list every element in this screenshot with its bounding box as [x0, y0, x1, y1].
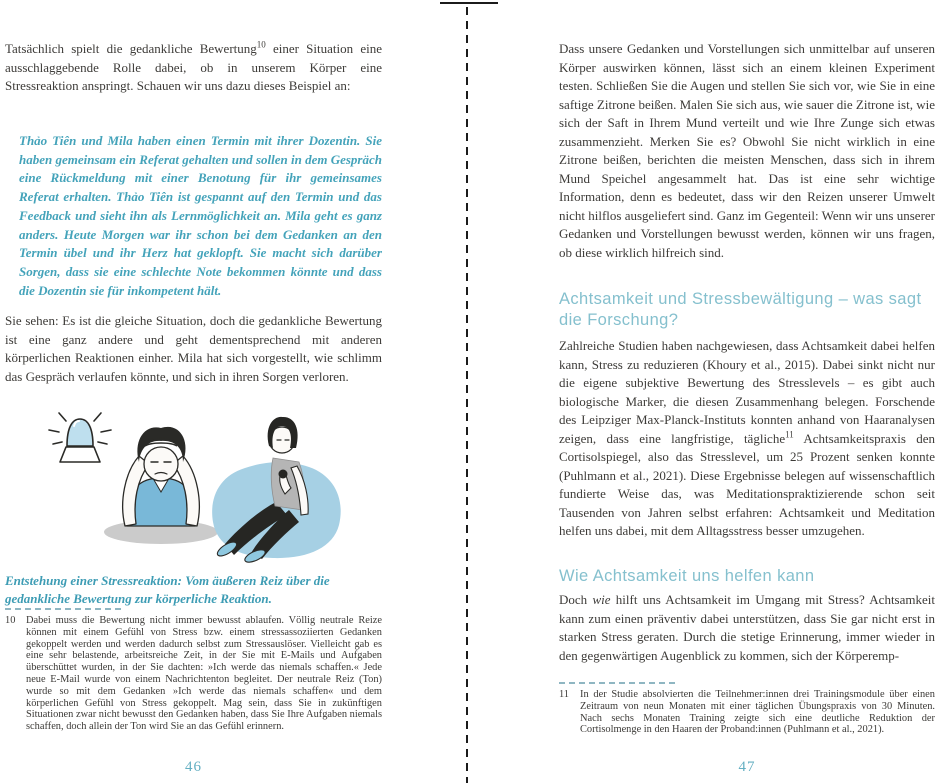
- spine-dashed-line: [466, 7, 468, 783]
- emphasized-word: wie: [592, 592, 611, 607]
- paragraph-text: Tatsächlich spielt die gedankliche Bewertung: [5, 41, 257, 56]
- footnote-reference-11: 11: [785, 429, 794, 440]
- footnote-text: Dabei muss die Bewertung nicht immer bewusst ablaufen. Völlig neutrale Reize können mit einem Gefühl von Stress bzw. einem stressassoziierten Gedanken gekoppelt werden und werden dadurch selbst zum Stressauslöser. Vielleicht gab es eine sehr belastende, arbeitsreiche Zeit, in der Sie mit E-Mails und Aufgaben überschüttet wurden, in der Sie dachten: »Ich werde das niemals schaffen.« Jede neue E-Mail wurde von einem Nachrichtenton begleitet. Der neutrale Reiz (Ton) wurde so mit dem Gedanken »Ich werde das niemals schaffen« und dem körperlichen Gefühl von Stress gekoppelt. Mag sein, dass Sie in zukünftigen Situationen zwar nicht bewusst den Gedanken haben, dass Sie Ihre Aufgaben niemals schaffen, doch allein der Ton wird Sie an das Gefühl erinnern.: [26, 615, 382, 733]
- stress-reaction-illustration: [33, 406, 368, 566]
- left-page-number: 46: [185, 759, 202, 775]
- right-paragraph-1: Dass unsere Gedanken und Vorstellungen sich unmittelbar auf unseren Körper auswirken können, lässt sich an einem kleinen Experiment testen. Schließen Sie die Augen und stellen Sie sich vor, wie Sie in eine saftige Zitrone beißen. Malen Sie sich aus, wie sauer die Zitrone ist, wie sich der Saft in Ihrem Mund verteilt und wie Ihre Zunge sich etwas zusammenzieht. Merken Sie es? Obwohl Sie nicht wirklich in eine Zitrone beißen, berichten die meisten Menschen, dass sich in ihrem Mund Speichel angesammelt hat. Das ist eine sehr wichtige Information, denn es bedeutet, dass wir den Reizen unserer Umwelt nicht hilflos ausgeliefert sind. Ganz im Gegenteil: Wenn wir uns unserer Gedanken und Vorstellungen bewusst werden, können wir uns fragen, ob diese wirklich hilfreich sind.: [559, 41, 935, 260]
- illustration-caption: Entstehung einer Stressreaktion: Vom äußeren Reiz über die gedankliche Bewertung zur körperliche Reaktion.: [5, 573, 330, 606]
- right-paragraph-3: [559, 591, 935, 665]
- footnote-reference-10: 10: [256, 39, 266, 50]
- stressed-person-figure: [104, 427, 218, 544]
- footnote-number: 10: [5, 615, 16, 626]
- section-heading-how-mindfulness-helps: Wie Achtsamkeit uns helfen kann: [559, 567, 815, 585]
- paragraph-text: Achtsamkeitspraxis den Cortisolspiegel, also das Stresslevel, um 25 Prozent senken konnte (Puhlmann et al., 2021). Diese Ergebnisse belegen auf wissenschaftlich fundierte Weise das, was Meditationspraktizierende schon seit Tausenden von Jahren selbst erfahren: Achtsamkeit und Meditation helfen uns dabei, mit dem Alltagsstress besser umzugehen.: [559, 430, 935, 538]
- left-paragraph-1: [5, 40, 382, 96]
- seated-person-figure: [212, 417, 341, 565]
- paragraph-text: einer Situation eine ausschlaggebende Rolle dabei, ob in unserem Körper eine Stressreaktion anspringt. Schauen wir uns dazu dieses Beispiel an:: [5, 41, 382, 93]
- right-page: [559, 0, 935, 783]
- paragraph-text: Zahlreiche Studien haben nachgewiesen, dass Achtsamkeit dabei helfen kann, Stress zu reduzieren (Khoury et al., 2015). Dabei sinkt nicht nur die eigene subjektive Bewertung des Stresslevels – es gibt auch biologische Marker, die diesen Zusammenhang belegen. Forschende des Leipziger Max-Planck-Instituts konnten anhand von Haaranalysen zeigen, dass eine langfristige, tägliche: [559, 338, 935, 446]
- footnote-separator: [5, 608, 121, 610]
- footnote-text: In der Studie absolvierten die Teilnehmer:innen drei Trainingsmodule über einen Zeitraum von neun Monaten mit einer täglichen Übungspraxis von 30 Minuten. Nach sechs Monaten Training zeigte sich eine deutliche Reduktion der Cortisolmenge in den Haaren der Proband:innen (Puhlmann et al., 2021).: [580, 689, 935, 736]
- section-heading-research: Achtsamkeit und Stressbewältigung – was sagt die Forschung?: [559, 290, 922, 329]
- right-paragraph-2: [559, 337, 935, 541]
- footnote-separator: [559, 682, 675, 684]
- siren-icon: [49, 413, 111, 462]
- footnote-number: 11: [559, 689, 570, 700]
- paragraph-text: Doch: [559, 592, 593, 607]
- right-footnote-block: [559, 682, 935, 736]
- left-page: [5, 0, 382, 783]
- left-paragraph-2: Sie sehen: Es ist die gleiche Situation, doch die gedankliche Bewertung ist eine ganz andere und geht dementsprechend mit anderen körperlichen Reaktionen einher. Mila hat sich vorgestellt, wie schlimm das Gespräch verlaufen könnte, und sich in ihren Sorgen verloren.: [5, 313, 382, 384]
- left-footnote-block: [5, 608, 382, 733]
- right-page-number: 47: [738, 759, 756, 775]
- example-quote-block: Thảo Tiên und Mila haben einen Termin mit ihrer Dozentin. Sie haben gemeinsam ein Referat gehalten und sollen in dem Gespräch eine Rückmeldung mit einer Benotung für ihr gemeinsames Referat erhalten. Thảo Tiên ist gespannt auf den Termin und das Feedback und sieht ihn als Lernmöglichkeit an. Mila geht es ganz anders. Heute Morgen war ihr schon bei dem Gedanken an den Termin übel und ihr Herz hat geklopft. Sie macht sich darüber Sorgen, dass sie eine schlechte Note bekommen könnte und dass die Dozentin sie für inkompetent hält.: [19, 133, 382, 298]
- fold-crop-mark: [440, 2, 498, 4]
- paragraph-text: hilft uns Achtsamkeit im Umgang mit Stress? Achtsamkeit kann zum einen präventiv dabei unterstützen, dass Sie gar nicht erst in starken Stress geraten. Durch die stetige Erinnerung, immer wieder in den gegenwärtigen Augenblick zu kommen, sich der Körperemp-: [559, 592, 935, 663]
